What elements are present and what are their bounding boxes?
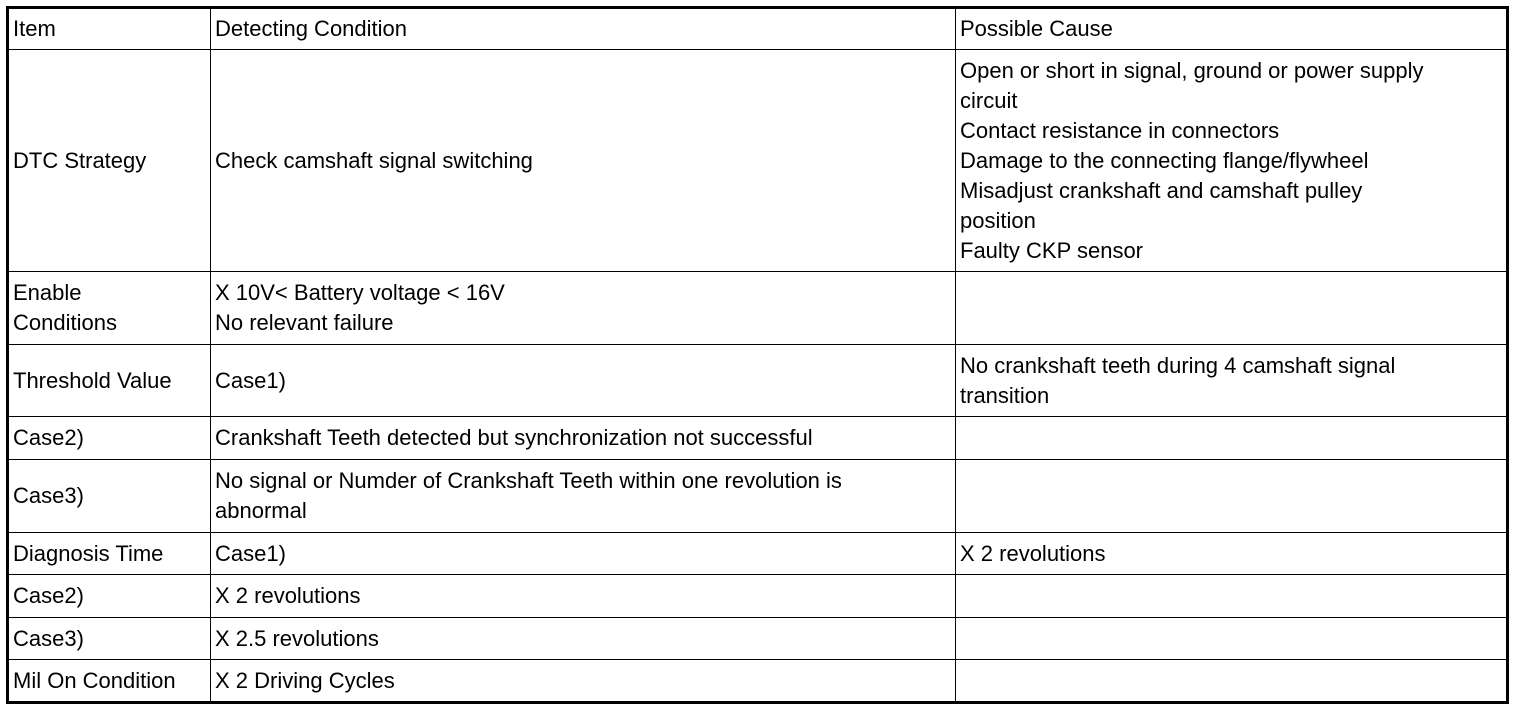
header-detecting-condition: Detecting Condition	[211, 8, 956, 50]
cell-text-line: X 2 revolutions	[960, 540, 1106, 566]
cell-detecting-condition	[211, 618, 956, 660]
cell-item	[8, 575, 211, 618]
cell-text-line: DTC Strategy	[13, 147, 147, 173]
cell-text-line: No signal or Numder of Crankshaft Teeth within one revolution is	[215, 468, 842, 493]
table-row	[8, 50, 1508, 272]
cell-text-line: Case2)	[13, 425, 84, 450]
cell-text-line: Crankshaft Teeth detected but synchronization not successful	[215, 425, 813, 450]
cell-text-line: X 2 Driving Cycles	[215, 667, 395, 693]
cell-text-line: Damage to the connecting flange/flywheel	[960, 147, 1369, 173]
cell-detecting-condition	[211, 575, 956, 618]
cell-text-line: X 2 revolutions	[215, 583, 361, 608]
cell-text-line: transition	[960, 382, 1050, 408]
table-row	[8, 460, 1508, 533]
cell-item	[8, 460, 211, 533]
cell-detecting-condition	[211, 345, 956, 417]
cell-possible-cause	[956, 345, 1508, 417]
header-item: Item	[8, 8, 211, 50]
cell-item	[8, 50, 211, 272]
cell-text-line: No crankshaft teeth during 4 camshaft signal	[960, 352, 1396, 378]
cell-possible-cause	[956, 618, 1508, 660]
cell-detecting-condition	[211, 533, 956, 575]
cell-detecting-condition	[211, 460, 956, 533]
table-row	[8, 660, 1508, 703]
cell-text-line: Contact resistance in connectors	[960, 117, 1280, 143]
cell-text-line: position	[960, 207, 1036, 233]
cell-text-line: Faulty CKP sensor	[960, 237, 1144, 263]
cell-text-line: Misadjust crankshaft and camshaft pulley	[960, 177, 1363, 203]
cell-text-line: Threshold Value	[13, 367, 172, 393]
cell-text-line: Conditions	[13, 310, 117, 335]
cell-text-line: Case1)	[215, 367, 286, 393]
cell-text-line: Diagnosis Time	[13, 540, 164, 566]
cell-item	[8, 618, 211, 660]
cell-text-line: Case1)	[215, 540, 286, 566]
cell-text-line: Case2)	[13, 583, 84, 608]
cell-text-line: Case3)	[13, 483, 84, 508]
cell-text-line: Enable	[13, 280, 82, 305]
cell-detecting-condition	[211, 50, 956, 272]
table-header-row	[8, 8, 1508, 50]
table-row	[8, 417, 1508, 460]
cell-text-line: X 10V< Battery voltage < 16V	[215, 280, 505, 305]
table-row	[8, 272, 1508, 345]
cell-text-line: No relevant failure	[215, 310, 394, 335]
table-row	[8, 575, 1508, 618]
cell-item	[8, 660, 211, 703]
cell-text-line: Open or short in signal, ground or power supply	[960, 57, 1424, 83]
cell-detecting-condition	[211, 417, 956, 460]
cell-text-line: Mil On Condition	[13, 667, 176, 693]
cell-item	[8, 345, 211, 417]
header-possible-cause: Possible Cause	[956, 8, 1508, 50]
table-row	[8, 618, 1508, 660]
cell-detecting-condition	[211, 660, 956, 703]
cell-possible-cause	[956, 272, 1508, 345]
cell-item	[8, 417, 211, 460]
dtc-table	[6, 6, 1509, 704]
cell-item	[8, 272, 211, 345]
cell-possible-cause	[956, 533, 1508, 575]
cell-possible-cause	[956, 50, 1508, 272]
cell-possible-cause	[956, 660, 1508, 703]
cell-text-line: Check camshaft signal switching	[215, 147, 533, 173]
cell-detecting-condition	[211, 272, 956, 345]
cell-possible-cause	[956, 460, 1508, 533]
cell-text-line: Case3)	[13, 625, 84, 651]
dtc-table-body	[8, 8, 1508, 703]
cell-text-line: X 2.5 revolutions	[215, 625, 379, 651]
cell-item	[8, 533, 211, 575]
cell-possible-cause	[956, 575, 1508, 618]
cell-text-line: abnormal	[215, 498, 307, 523]
cell-possible-cause	[956, 417, 1508, 460]
cell-text-line: circuit	[960, 87, 1018, 113]
table-row	[8, 345, 1508, 417]
table-row	[8, 533, 1508, 575]
